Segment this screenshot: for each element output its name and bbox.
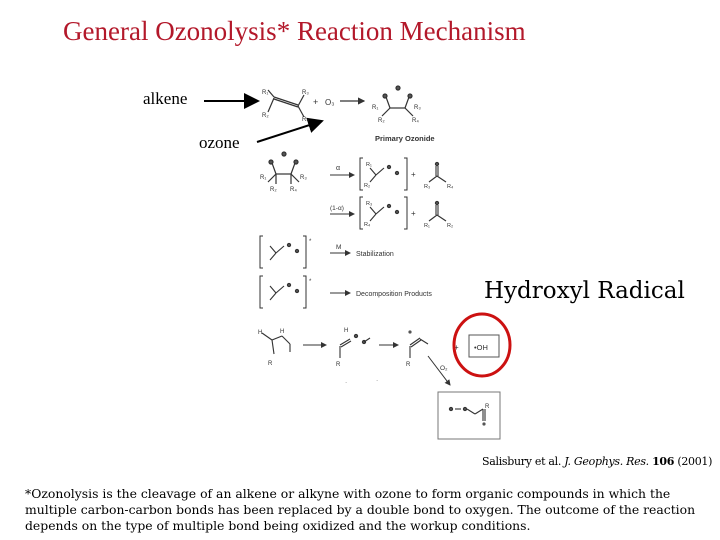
- citation-journal: J. Geophys. Res.: [564, 455, 649, 468]
- alkene-structure: [268, 90, 304, 117]
- citation: [482, 455, 712, 468]
- svg-text:R₁: R₁: [260, 175, 267, 181]
- primary-ozonide-label: Primary Ozonide: [375, 134, 435, 143]
- svg-text:*: *: [309, 239, 312, 245]
- svg-text:.: .: [345, 376, 348, 385]
- peroxy-structure: [449, 407, 485, 421]
- hydroperoxide-structure: [340, 334, 370, 358]
- svg-text:R: R: [336, 362, 341, 368]
- svg-text:+: +: [454, 343, 459, 352]
- svg-text:R: R: [485, 404, 490, 410]
- svg-text:R₃: R₃: [300, 175, 307, 181]
- svg-text:R₄: R₄: [412, 118, 419, 124]
- alkene-label: alkene: [143, 89, 188, 108]
- svg-text:H: H: [280, 329, 285, 335]
- svg-text:R₁: R₁: [366, 162, 372, 168]
- svg-text:+: +: [411, 209, 416, 218]
- stabilization-label: Stabilization: [356, 251, 394, 258]
- svg-text:R₂: R₂: [378, 118, 385, 124]
- m-label: M: [336, 244, 342, 251]
- ozonide-structure-2: [268, 152, 299, 184]
- vinoxy-structure: [410, 338, 428, 358]
- svg-text:+: +: [313, 97, 319, 107]
- svg-text:+: +: [411, 170, 416, 179]
- one-minus-alpha-label: (1-α): [330, 205, 344, 212]
- svg-text:R₁: R₁: [424, 223, 430, 229]
- svg-text:R₃: R₃: [366, 201, 373, 207]
- hydroxyl-radical-label: Hydroxyl Radical: [484, 278, 685, 304]
- svg-text:R: R: [406, 362, 411, 368]
- ozone-pointer-arrow: [257, 121, 322, 142]
- alpha-label: α: [336, 165, 341, 172]
- footnote: *Ozonolysis is the cleavage of an alkene or alkyne with ozone to form organic compounds in which the multiple carbon-carbon bonds has been replaced by a double bond to oxygen. The outcome of the reaction depends on the type of multiple bond being oxidized and the workup conditions.: [25, 486, 696, 533]
- svg-text:R₂: R₂: [447, 223, 454, 229]
- o2-label: O₂: [440, 365, 448, 372]
- svg-text:R₂: R₂: [270, 187, 277, 193]
- svg-text:R: R: [268, 361, 273, 367]
- citation-year: (2001): [677, 455, 713, 468]
- citation-volume: 106: [652, 455, 675, 468]
- svg-text:*: *: [309, 279, 312, 285]
- svg-text:.: .: [376, 374, 379, 383]
- svg-text:R₃: R₃: [424, 184, 431, 190]
- svg-text:H: H: [344, 328, 349, 334]
- ozone-formula: O₃: [325, 98, 335, 107]
- svg-text:R₃: R₃: [302, 90, 309, 96]
- svg-text:R₄: R₄: [290, 187, 297, 193]
- decomposition-label: Decomposition Products: [356, 291, 432, 298]
- svg-text:R₂: R₂: [262, 113, 269, 119]
- criegee-structure: [262, 333, 290, 354]
- citation-authors: Salisbury et al.: [482, 455, 562, 468]
- svg-text:R₁: R₁: [262, 90, 269, 96]
- oh-radical-formula: •OH: [474, 343, 488, 352]
- svg-text:R₄: R₄: [302, 117, 309, 123]
- svg-text:R₄: R₄: [447, 184, 454, 190]
- primary-ozonide-structure: [382, 86, 413, 116]
- page-title: General Ozonolysis* Reaction Mechanism: [63, 16, 526, 46]
- svg-text:R₂: R₂: [364, 183, 371, 189]
- svg-text:R₁: R₁: [372, 105, 379, 111]
- svg-text:R₃: R₃: [414, 105, 421, 111]
- ozone-label: ozone: [199, 133, 240, 152]
- svg-text:H: H: [258, 330, 263, 336]
- svg-text:R₄: R₄: [364, 222, 371, 228]
- peroxy-box: [438, 392, 500, 439]
